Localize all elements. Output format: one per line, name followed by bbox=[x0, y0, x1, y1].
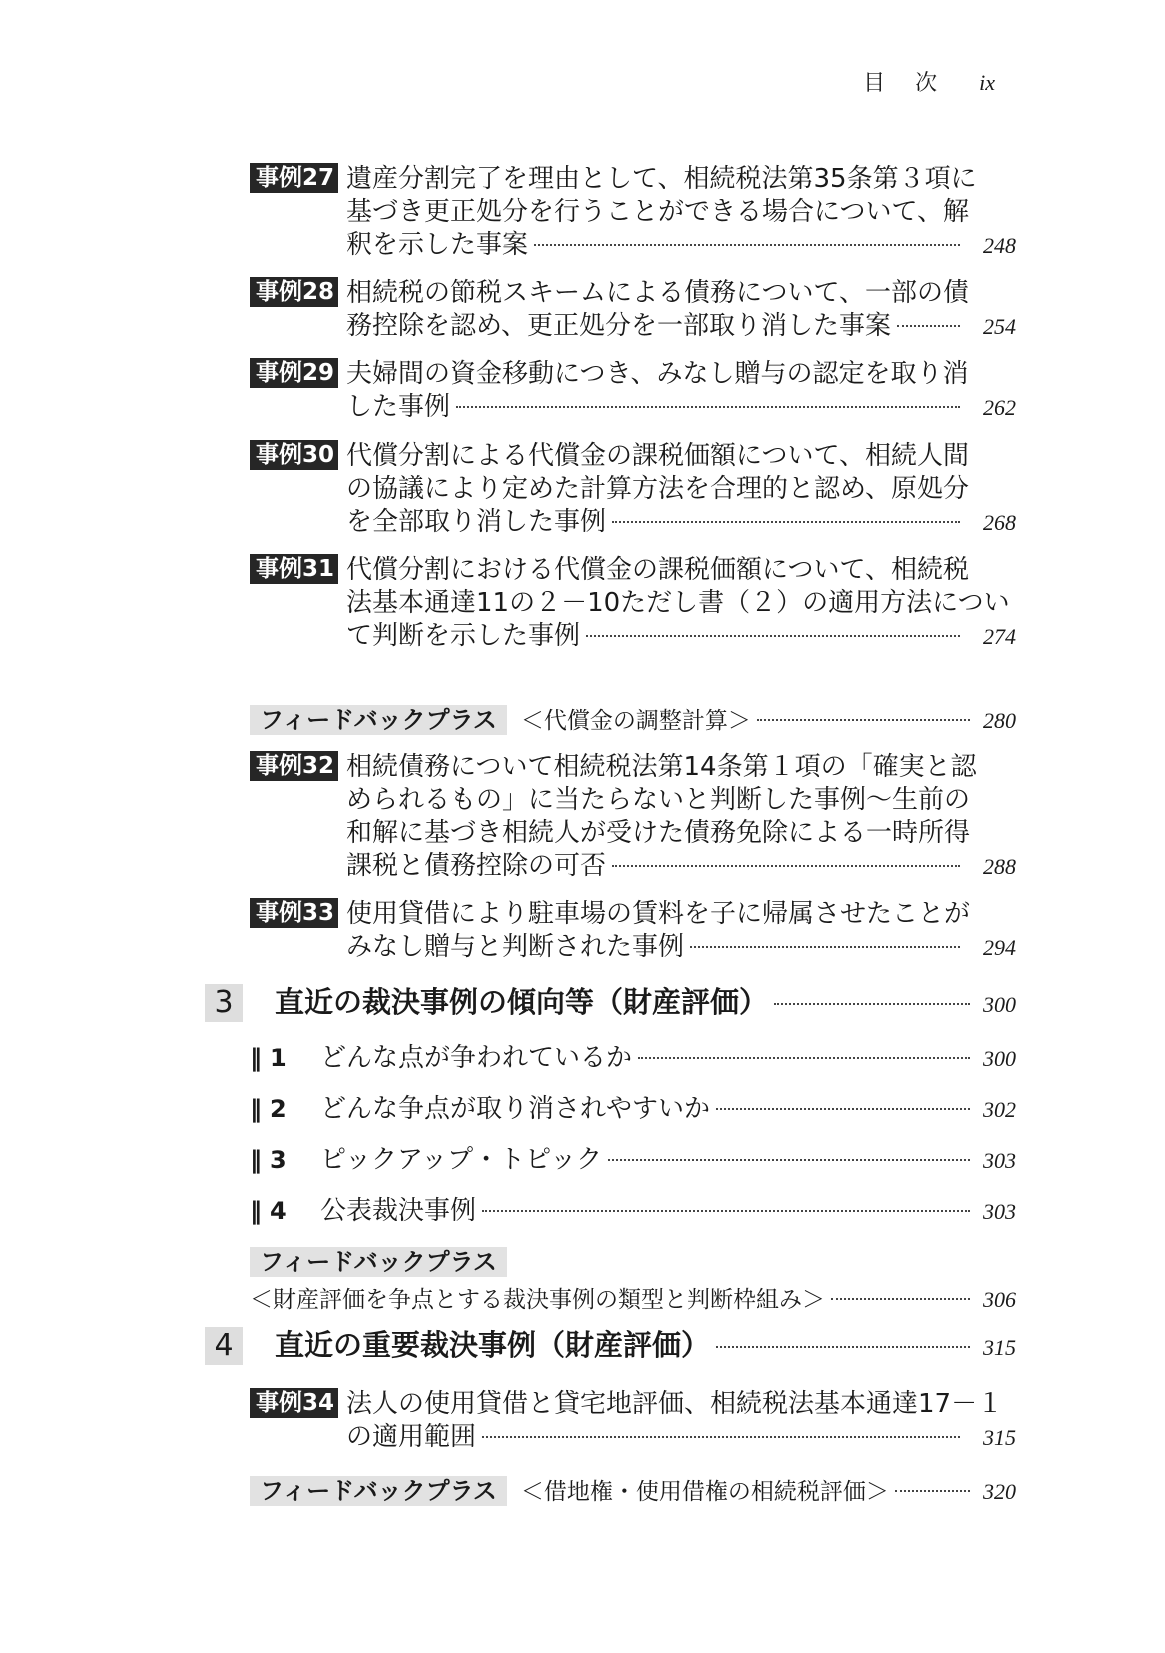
section-number: 3 bbox=[205, 984, 243, 1022]
toc-entry-28[interactable] bbox=[250, 277, 1016, 343]
toc-entry-34[interactable] bbox=[250, 1388, 1016, 1454]
entry-line: 課税と債務控除の可否 bbox=[346, 851, 607, 881]
toc-entry-30[interactable] bbox=[250, 440, 1016, 539]
leader-dots bbox=[716, 1346, 970, 1348]
case-badge: 事例34 bbox=[250, 1388, 338, 1418]
feedback-entry-3[interactable] bbox=[250, 1473, 1016, 1506]
entry-line: 務控除を認め、更正処分を一部取り消した事案 bbox=[346, 311, 891, 341]
leader-dots bbox=[482, 1436, 960, 1438]
entry-line: 遺産分割完了を理由として、相続税法第35条第３項に bbox=[346, 164, 977, 194]
page-number: 315 bbox=[983, 1425, 1016, 1450]
entry-line: 代償分割における代償金の課税価額について、相続税 bbox=[346, 555, 969, 585]
page-number: 262 bbox=[983, 395, 1016, 420]
leader-dots bbox=[897, 325, 960, 327]
page-number: 294 bbox=[983, 935, 1016, 960]
case-badge: 事例29 bbox=[250, 358, 338, 388]
page-number: 254 bbox=[983, 314, 1016, 339]
entry-line: 相続税の節税スキームによる債務について、一部の債 bbox=[346, 278, 969, 308]
page-number: 303 bbox=[983, 1199, 1016, 1224]
leader-dots bbox=[482, 1210, 970, 1212]
toc-subitem-1[interactable] bbox=[250, 1037, 1016, 1074]
leader-dots bbox=[608, 1159, 970, 1161]
toc-subitem-3[interactable] bbox=[250, 1139, 1016, 1176]
toc-entry-31[interactable] bbox=[250, 554, 1016, 653]
case-badge: 事例28 bbox=[250, 277, 338, 307]
entry-line: 釈を示した事案 bbox=[346, 230, 529, 260]
page-number: 274 bbox=[983, 624, 1016, 649]
leader-dots bbox=[895, 1490, 970, 1492]
bar-mark: ‖ bbox=[250, 1146, 262, 1174]
entry-line: 法人の使用貸借と貸宅地評価、相続税法基本通達17－１ bbox=[346, 1389, 1004, 1419]
subitem-title: どんな点が争われているか bbox=[320, 1043, 633, 1073]
entry-line: 夫婦間の資金移動につき、みなし贈与の認定を取り消 bbox=[346, 359, 969, 389]
page-number: 306 bbox=[983, 1287, 1016, 1312]
feedback-text: ＜代償金の調整計算＞ bbox=[520, 708, 751, 734]
page-number: 302 bbox=[983, 1097, 1016, 1122]
leader-dots bbox=[612, 865, 960, 867]
entry-line: 相続債務について相続税法第14条第１項の「確実と認 bbox=[346, 752, 977, 782]
page-number: 320 bbox=[983, 1479, 1016, 1504]
case-badge: 事例30 bbox=[250, 440, 338, 470]
entry-line: 基づき更正処分を行うことができる場合について、解 bbox=[346, 197, 969, 227]
header-page-number: ix bbox=[979, 70, 995, 95]
entry-line: 代償分割による代償金の課税価額について、相続人間 bbox=[346, 441, 969, 471]
leader-dots bbox=[612, 521, 960, 523]
feedback-text: ＜借地権・使用借権の相続税評価＞ bbox=[520, 1479, 889, 1505]
subitem-number: 4 bbox=[270, 1197, 287, 1225]
leader-dots bbox=[534, 244, 960, 246]
subitem-number: 2 bbox=[270, 1095, 287, 1123]
subitem-number: 1 bbox=[270, 1044, 287, 1072]
toc-section-4[interactable] bbox=[205, 1323, 1016, 1365]
entry-line: 使用貸借により駐車場の賃料を子に帰属させたことが bbox=[346, 899, 971, 929]
entry-line: められるもの」に当たらないと判断した事例～生前の bbox=[346, 785, 971, 815]
entry-line: の協議により定めた計算方法を合理的と認め、原処分 bbox=[346, 474, 969, 504]
entry-line: て判断を示した事例 bbox=[346, 621, 581, 651]
entry-line: した事例 bbox=[346, 392, 451, 422]
bar-mark: ‖ bbox=[250, 1095, 262, 1123]
subitem-title: 公表裁決事例 bbox=[320, 1196, 477, 1226]
running-header bbox=[863, 66, 995, 97]
feedback-label: フィードバックプラス bbox=[250, 1476, 507, 1506]
leader-dots bbox=[638, 1057, 970, 1059]
entry-line: 法基本通達11の２－10ただし書（２）の適用方法につい bbox=[346, 588, 1010, 618]
page-number: 248 bbox=[983, 233, 1016, 258]
page-number: 315 bbox=[983, 1335, 1016, 1360]
section-number: 4 bbox=[205, 1327, 243, 1365]
leader-dots bbox=[690, 946, 960, 948]
leader-dots bbox=[586, 635, 960, 637]
leader-dots bbox=[757, 719, 970, 721]
entry-line: を全部取り消した事例 bbox=[346, 507, 607, 537]
leader-dots bbox=[456, 406, 960, 408]
section-title: 直近の裁決事例の傾向等（財産評価） bbox=[275, 985, 769, 1019]
bar-mark: ‖ bbox=[250, 1044, 262, 1072]
page-number: 288 bbox=[983, 854, 1016, 879]
toc-subitem-2[interactable] bbox=[250, 1088, 1016, 1125]
bar-mark: ‖ bbox=[250, 1197, 262, 1225]
subitem-title: どんな争点が取り消されやすいか bbox=[320, 1094, 711, 1124]
leader-dots bbox=[831, 1298, 970, 1300]
header-title: 目 次 bbox=[863, 71, 942, 96]
feedback-label: フィードバックプラス bbox=[250, 705, 507, 735]
case-badge: 事例31 bbox=[250, 554, 338, 584]
case-badge: 事例33 bbox=[250, 898, 338, 928]
entry-line: みなし贈与と判断された事例 bbox=[346, 932, 685, 962]
feedback-text: ＜財産評価を争点とする裁決事例の類型と判断枠組み＞ bbox=[250, 1287, 825, 1313]
page-number: 268 bbox=[983, 510, 1016, 535]
feedback-entry-2[interactable] bbox=[250, 1247, 1016, 1314]
toc-section-3[interactable] bbox=[205, 980, 1016, 1022]
toc-entry-32[interactable] bbox=[250, 751, 1016, 883]
case-badge: 事例32 bbox=[250, 751, 338, 781]
toc-entry-33[interactable] bbox=[250, 898, 1016, 964]
page-number: 303 bbox=[983, 1148, 1016, 1173]
toc-entry-27[interactable] bbox=[250, 163, 1016, 262]
leader-dots bbox=[774, 1003, 970, 1005]
toc-entry-29[interactable] bbox=[250, 358, 1016, 424]
toc-subitem-4[interactable] bbox=[250, 1190, 1016, 1227]
page-number: 300 bbox=[983, 1046, 1016, 1071]
subitem-title: ピックアップ・トピック bbox=[320, 1145, 603, 1175]
feedback-label: フィードバックプラス bbox=[250, 1247, 507, 1277]
feedback-entry-1[interactable] bbox=[250, 702, 1016, 735]
entry-line: の適用範囲 bbox=[346, 1422, 477, 1452]
entry-line: 和解に基づき相続人が受けた債務免除による一時所得 bbox=[346, 818, 971, 848]
section-title: 直近の重要裁決事例（財産評価） bbox=[275, 1328, 711, 1362]
leader-dots bbox=[716, 1108, 970, 1110]
page-number: 300 bbox=[983, 992, 1016, 1017]
page-number: 280 bbox=[983, 708, 1016, 733]
subitem-number: 3 bbox=[270, 1146, 287, 1174]
case-badge: 事例27 bbox=[250, 163, 338, 193]
